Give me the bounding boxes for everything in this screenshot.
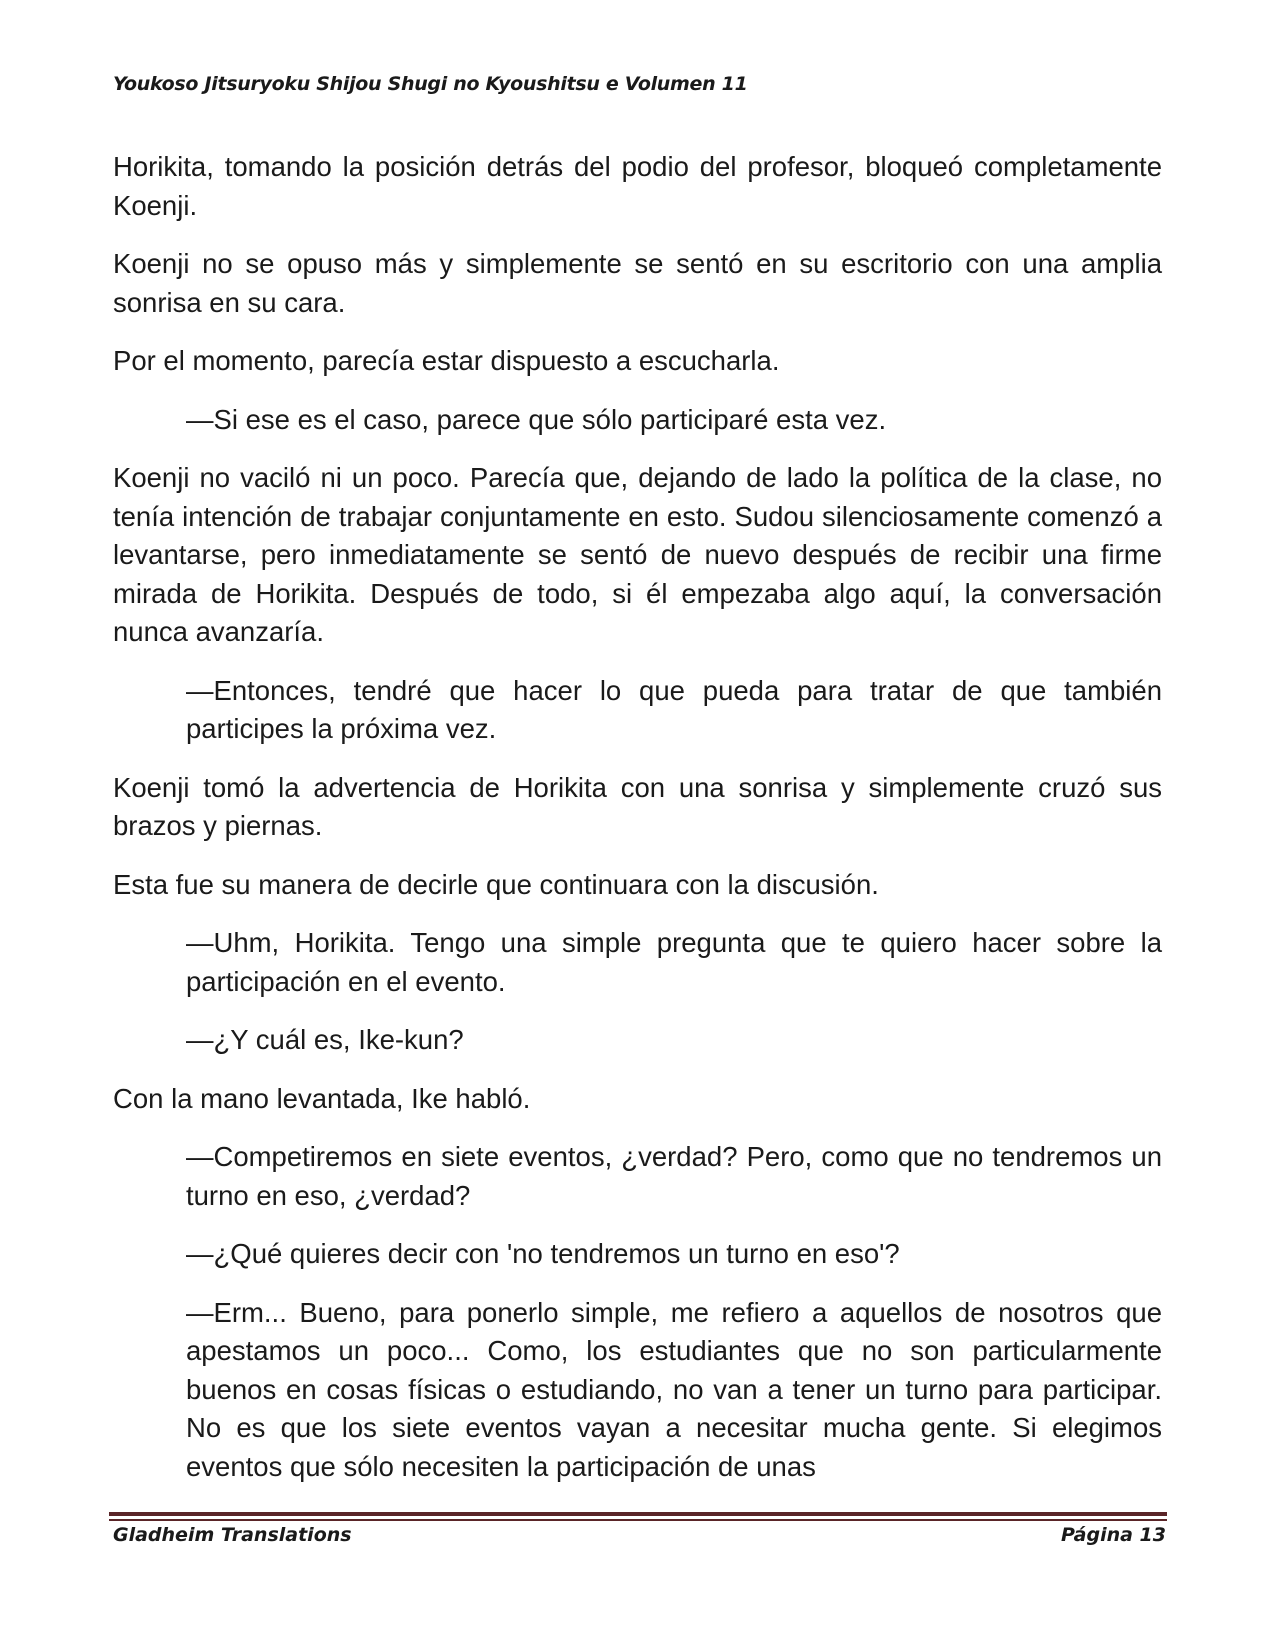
footer-credit: Gladheim Translations — [113, 1524, 352, 1546]
dialogue-9: —¿Y cuál es, Ike-kun? — [186, 1024, 464, 1055]
dialogue-8: —Uhm, Horikita. Tengo una simple pregunta que te quiero hacer sobre la participación en el evento. — [186, 927, 1162, 997]
paragraph-10: Con la mano levantada, Ike habló. — [113, 1082, 531, 1114]
paragraph-2: Por el momento, parecía estar dispuesto a escucharla. — [113, 345, 780, 376]
paragraph-7: Esta fue su manera de decirle que continuara con la discusión. — [113, 868, 879, 900]
page-body — [113, 148, 1162, 1506]
dialogue-11: —Competiremos en siete eventos, ¿verdad? Pero, como que no tendremos un turno en eso, ¿verdad? — [186, 1141, 1162, 1211]
dialogue-12: —¿Qué quieres decir con 'no tendremos un turno en eso'? — [186, 1238, 900, 1269]
footer-rule-thick — [109, 1512, 1167, 1516]
paragraph-0: Horikita, tomando la posición detrás del podio del profesor, bloqueó completamente Koenji. — [113, 151, 1162, 221]
dialogue-5: —Entonces, tendré que hacer lo que pueda para tratar de que también participes la próxima vez. — [186, 674, 1162, 744]
paragraph-6: Koenji tomó la advertencia de Horikita con una sonrisa y simplemente cruzó sus brazos y piernas. — [113, 771, 1162, 841]
paragraph-4: Koenji no vaciló ni un poco. Parecía que, dejando de lado la política de la clase, no tenía intención de trabajar conjuntamente en esto. Sudou silenciosamente comenzó a levantarse, pero inmediatamente se sentó de nuevo después de recibir una firme mirada de Horikita. Después de todo, si él empezaba algo aquí, la conversación nunca avanzaría. — [113, 462, 1162, 647]
dialogue-13: —Erm... Bueno, para ponerlo simple, me refiero a aquellos de nosotros que apestamos un poco... Como, los estudiantes que no son particularmente buenos en cosas físicas o estudiando, no van a tener un turno para participar. No es que los siete eventos vayan a necesitar mucha gente. Si elegimos eventos que sólo necesiten la participación de unas — [186, 1296, 1162, 1482]
footer-rule-thin — [109, 1519, 1167, 1521]
running-header: Youkoso Jitsuryoku Shijou Shugi no Kyoushitsu e Volumen 11 — [113, 73, 748, 95]
page-number: Página 13 — [1060, 1524, 1166, 1546]
dialogue-3: —Si ese es el caso, parece que sólo participaré esta vez. — [186, 403, 887, 435]
paragraph-1: Koenji no se opuso más y simplemente se sentó en su escritorio con una amplia sonrisa en su cara. — [113, 248, 1162, 318]
